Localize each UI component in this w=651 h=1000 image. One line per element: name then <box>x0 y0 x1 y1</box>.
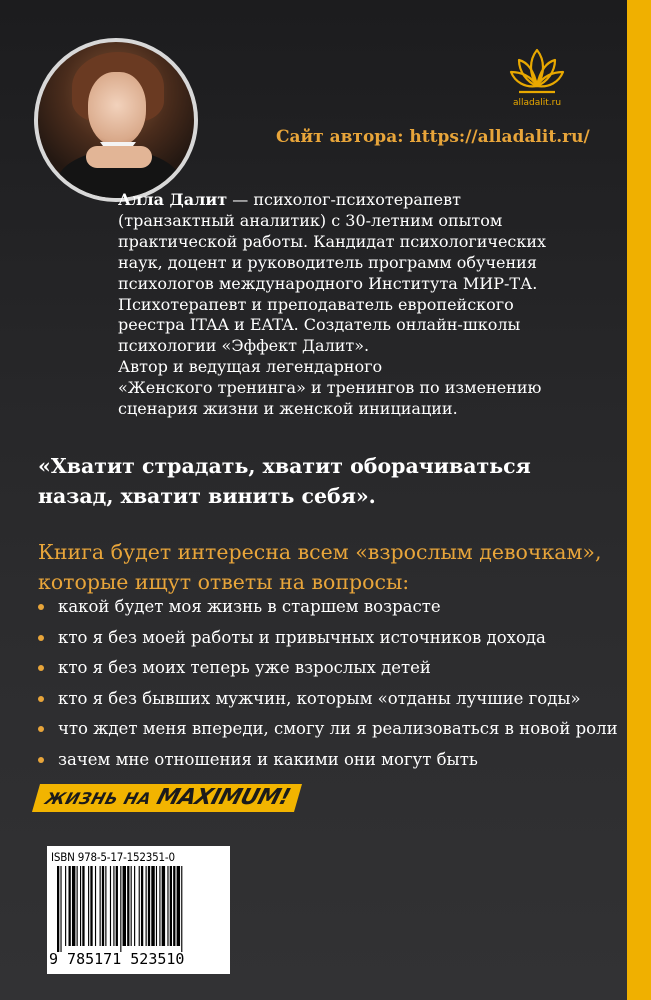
audience-intro <box>38 537 601 597</box>
bio-line: сценария жизни и женской инициации. <box>118 399 458 419</box>
ean-digits: 9 785171 523510 <box>49 950 185 968</box>
list-item: кто я без моей работы и привычных источников дохода <box>38 623 618 654</box>
quote-line: назад, хватит винить себя». <box>38 484 376 508</box>
list-item: кто я без моих теперь уже взрослых детей <box>38 653 618 684</box>
book-quote <box>38 451 531 511</box>
bio-line: практической работы. Кандидат психологических <box>118 231 547 251</box>
intro-line: Книга будет интересна всем «взрослым девочкам», <box>38 540 602 564</box>
isbn-label: ISBN 978-5-17-152351-0 <box>51 850 175 864</box>
barcode-panel <box>47 846 230 974</box>
bullet-icon <box>38 726 44 732</box>
question-list <box>38 592 618 775</box>
bio-line: «Женского тренинга» и тренингов по изменению <box>118 378 542 398</box>
lotus-icon <box>509 46 565 96</box>
series-badge <box>32 784 302 812</box>
bio-line: реестра ITAA и EATA. Создатель онлайн-школы <box>118 315 521 335</box>
author-name: Алла Далит <box>118 190 228 209</box>
brand-logo <box>500 46 574 126</box>
list-item: какой будет моя жизнь в старшем возрасте <box>38 592 618 623</box>
author-photo <box>34 38 198 202</box>
bullet-icon <box>38 665 44 671</box>
bio-line: (транзактный аналитик) с 30-летним опытом <box>118 210 503 230</box>
author-site-link[interactable]: Сайт автора: https://alladalit.ru/ <box>276 127 590 147</box>
bio-line: Автор и ведущая легендарного <box>118 357 383 377</box>
intro-line: которые ищут ответы на вопросы: <box>38 570 410 594</box>
barcode-icon <box>55 866 223 952</box>
bullet-icon <box>38 604 44 610</box>
bullet-icon <box>38 635 44 641</box>
bio-line: Алла Далит — психолог-психотерапевт <box>118 190 461 209</box>
quote-line: «Хватит страдать, хватит оборачиваться <box>38 454 531 478</box>
spine-stripe <box>627 0 651 1000</box>
bio-line: Психотерапевт и преподаватель европейского <box>118 294 514 314</box>
logo-text: alladalit.ru <box>512 98 562 108</box>
bio-line: психологии «Эффект Далит». <box>118 336 370 356</box>
bio-line: наук, доцент и руководитель программ обучения <box>118 252 537 272</box>
bullet-icon <box>38 757 44 763</box>
list-item: что ждет меня впереди, смогу ли я реализоваться в новой роли <box>38 714 618 745</box>
bullet-icon <box>38 696 44 702</box>
author-bio <box>118 190 598 420</box>
list-item: зачем мне отношения и какими они могут быть <box>38 745 618 776</box>
series-title: ЖИЗНЬ НА MAXIMUM! <box>43 785 293 810</box>
list-item: кто я без бывших мужчин, которым «отданы лучшие годы» <box>38 684 618 715</box>
bio-line: психологов международного Института МИР-ТА. <box>118 273 538 293</box>
